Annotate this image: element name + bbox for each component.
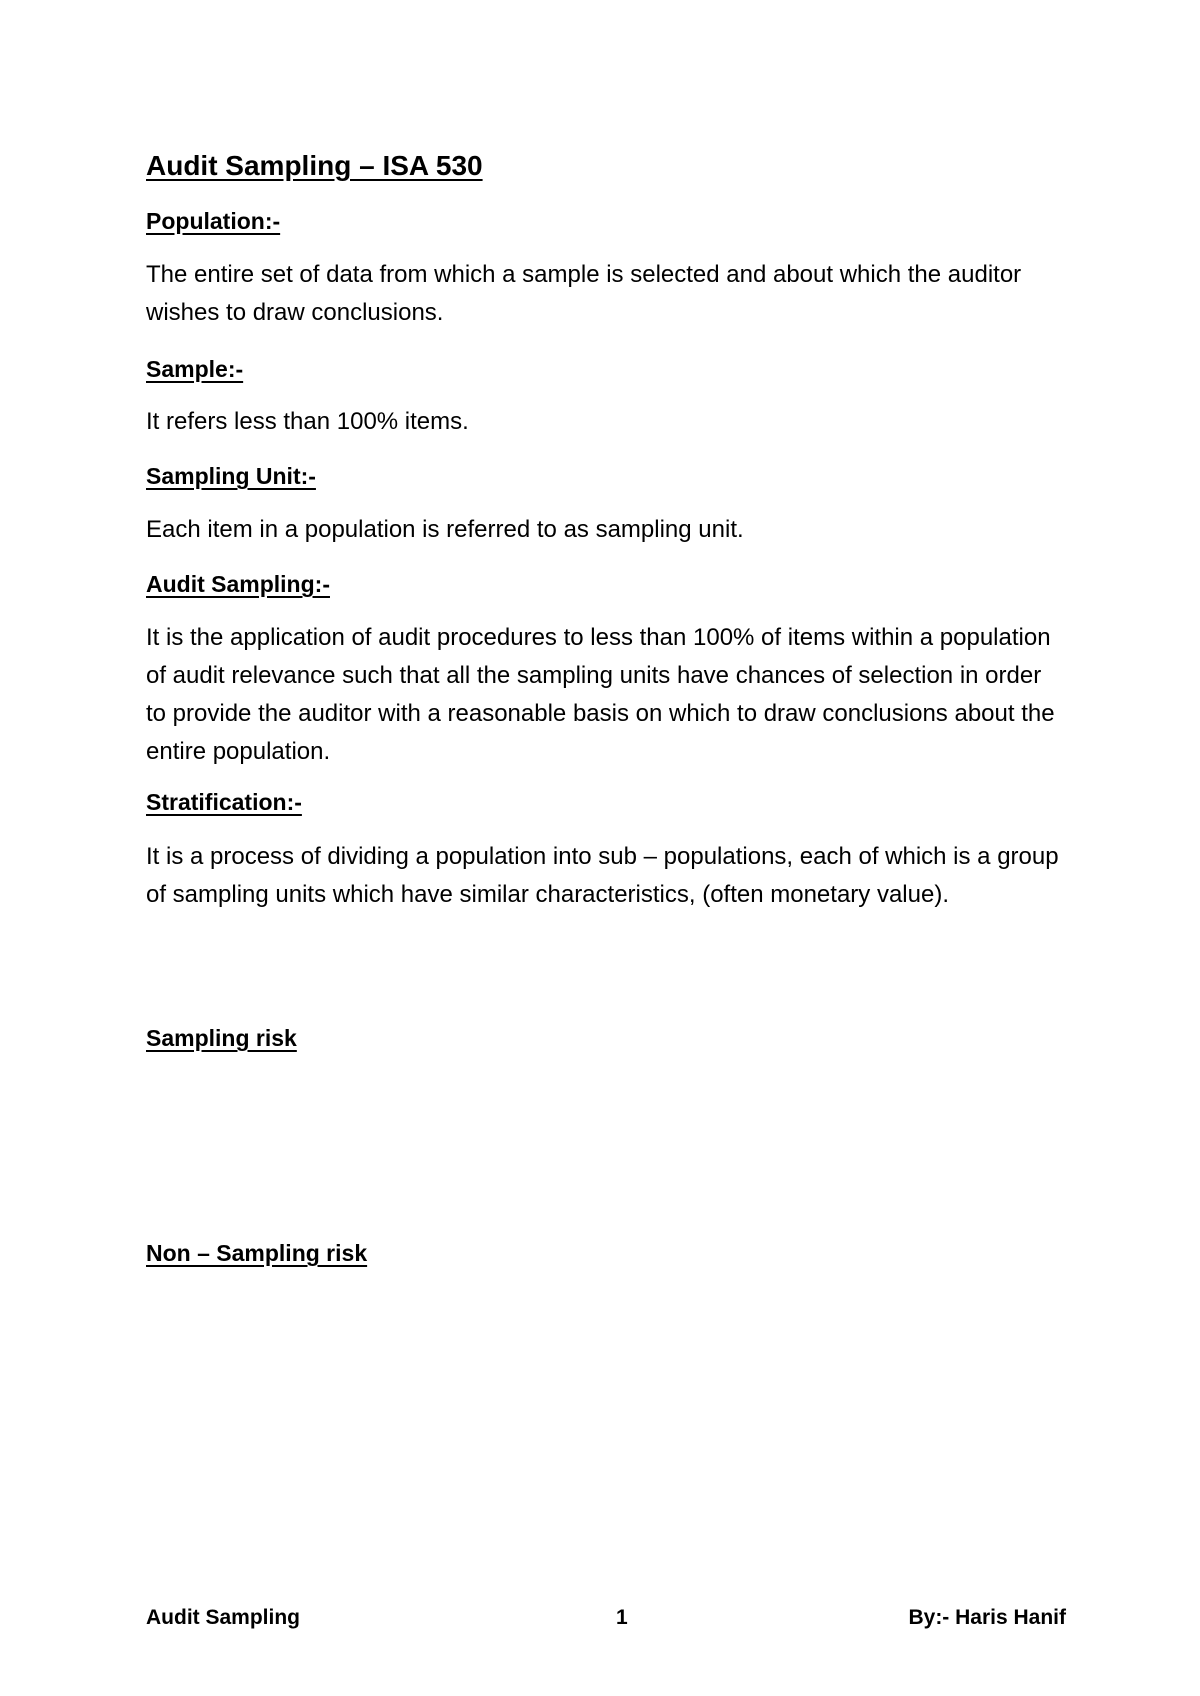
heading-sampling-risk: Sampling risk xyxy=(146,1025,297,1051)
paragraph-stratification: It is a process of dividing a population into sub – populations, each of which is a group of sampling units which have similar characteristics, (often monetary value). xyxy=(146,843,1059,908)
page-title: Audit Sampling – ISA 530 xyxy=(146,150,483,181)
heading-sampling-unit: Sampling Unit:- xyxy=(146,463,316,489)
heading-non-sampling-risk: Non – Sampling risk xyxy=(146,1240,368,1266)
footer-author: By:- Haris Hanif xyxy=(908,1606,1066,1629)
paragraph-sampling-unit: Each item in a population is referred to as sampling unit. xyxy=(146,516,744,543)
heading-stratification: Stratification:- xyxy=(146,789,302,815)
heading-population: Population:- xyxy=(146,208,281,234)
heading-sample: Sample:- xyxy=(146,356,244,382)
paragraph-sample: It refers less than 100% items. xyxy=(146,408,469,435)
paragraph-audit-sampling: It is the application of audit procedures to less than 100% of items within a population of audit relevance such that all the sampling units have chances of selection in order to provide the auditor with a reasonable basis on which to draw conclusions about the entire population. xyxy=(146,624,1055,765)
footer-page-number: 1 xyxy=(616,1606,628,1629)
footer-left-text: Audit Sampling xyxy=(146,1606,300,1629)
paragraph-population: The entire set of data from which a sample is selected and about which the auditor wishes to draw conclusions. xyxy=(146,261,1022,326)
heading-audit-sampling: Audit Sampling:- xyxy=(146,571,330,597)
